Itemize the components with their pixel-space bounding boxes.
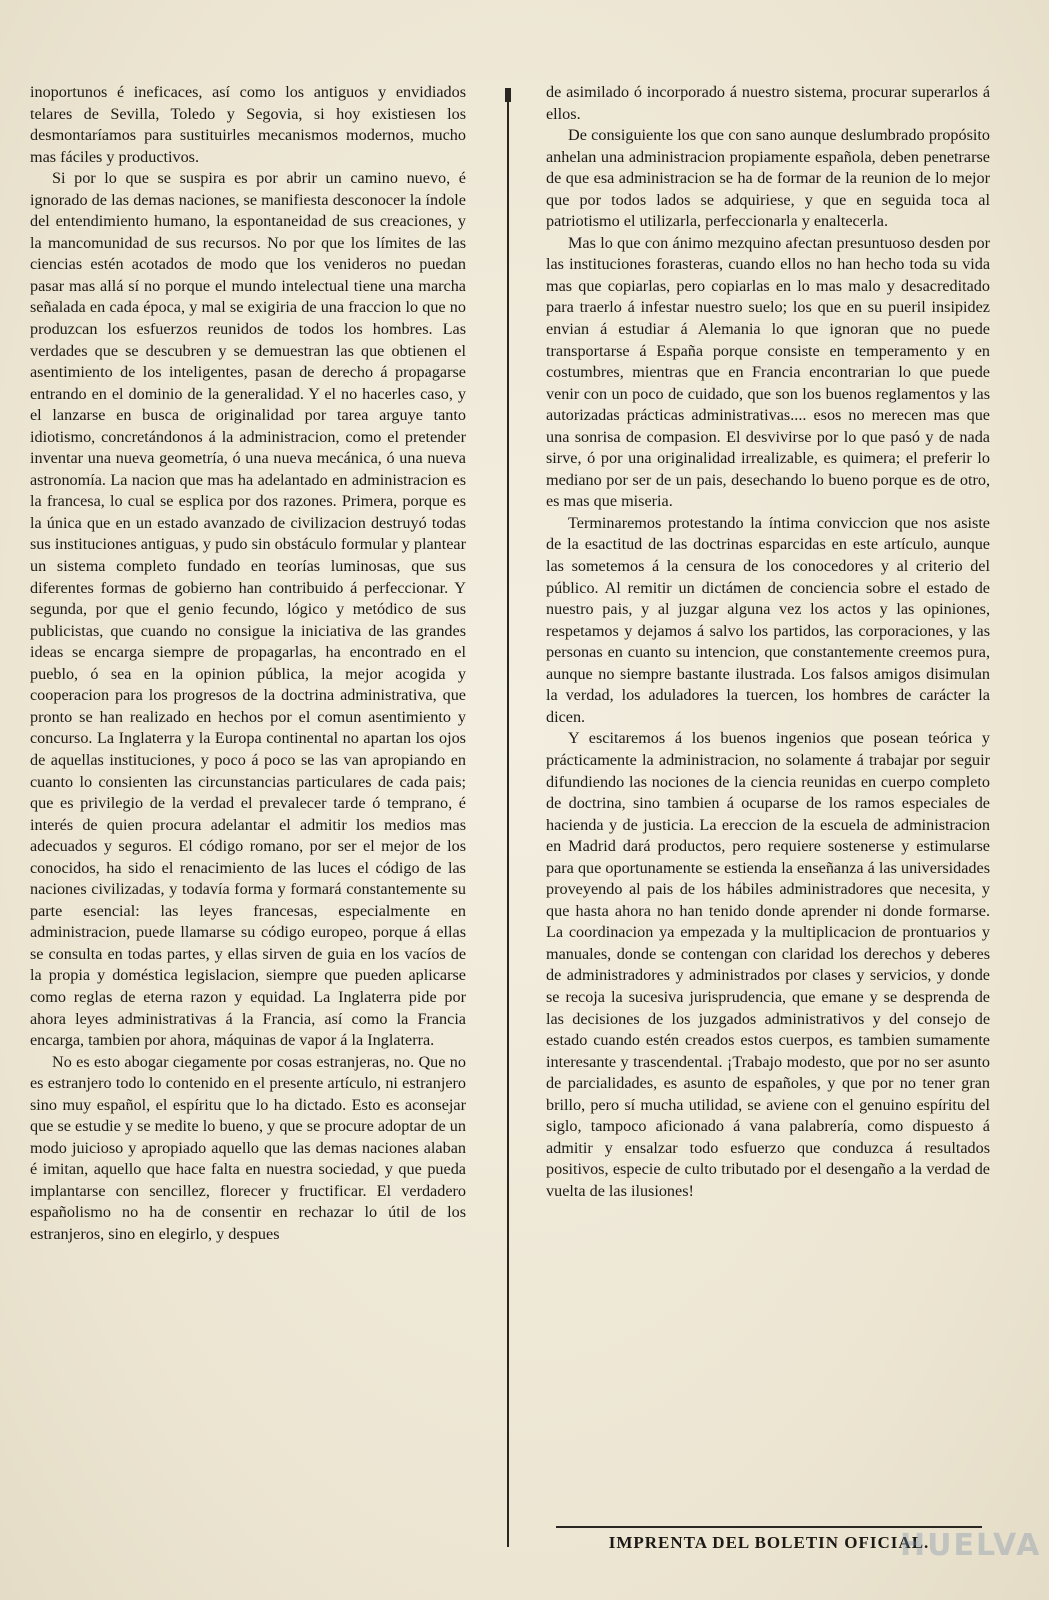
- right-column: [546, 82, 990, 1202]
- paragraph: De consiguiente los que con sano aunque deslumbrado propósito anhelan una administracion propiamente española, deben penetrarse de que esa administracion se ha de formar de la reunion de lo mejor que por todos lados se adquiriese, y que en seguida toca al patriotismo el utilizarla, perfeccionarla y enaltecerla.: [546, 126, 990, 231]
- column-divider: [507, 92, 509, 1547]
- imprint-line: IMPRENTA DEL BOLETIN OFICIAL.: [608, 1533, 930, 1552]
- paragraph: No es esto abogar ciegamente por cosas estranjeras, no. Que no es estranjero todo lo contenido en el presente artículo, ni estranjero sino muy español, el espíritu que lo ha dictado. Esto es aconsejar que se estudie y se medite lo bueno, y que se procure adoptar de un modo juicioso y apropiado aquello que las demas naciones alaban é imitan, aquello que hace falta en nuestra sociedad, y que pueda implantarse con sencillez, florecer y fructificar. El verdadero españolismo no ha de consentir en rechazar lo útil de los estranjeros, sino en elegirlo, y despues: [30, 1052, 466, 1243]
- paragraph: Y escitaremos á los buenos ingenios que posean teórica y prácticamente la administracion, no solamente á trabajar por seguir difundiendo las nociones de la ciencia reunidas en cuerpo completo de doctrina, sino tambien á ocuparse de los ramos especiales de hacienda y de justicia. La ereccion de la escuela de administracion en Madrid dará productos, pero requiere sostenerse y estimularse para que oportunamente se estienda la enseñanza á las universidades proveyendo al pais de los hábiles administradores que necesita, y que hasta ahora no han tenido donde aprender ni donde formarse. La coordinacion ya empezada y la multiplicacion de prontuarios y manuales, donde se contengan con claridad los derechos y deberes de administradores y administrados por clases y servicios, y donde se recoja la sucesiva jurisprudencia, que emane y se desprenda de las decisiones de los juzgados administrativos y del consejo de estado cuando estén creados estos cuerpos, es tambien sumamente interesante y trascendental. ¡Trabajo modesto, que por no ser asunto de parcialidades, es asunto de españoles, y que por no tener gran brillo, pero sí mucha utilidad, se aviene con el genuino espíritu del siglo, tampoco aficionado á vana palabrería, como dispuesto á admitir y ensalzar todo esfuerzo que conduzca á resultados positivos, especie de culto tributado por el desengaño a la verdad de vuelta de las ilusiones!: [546, 729, 990, 1200]
- left-column: [30, 82, 466, 1246]
- paragraph: Terminaremos protestando la íntima conviccion que nos asiste de la esactitud de las doctrinas esparcidas en este artículo, aunque las sometemos á la censura de los conocedores y al criterio del público. Al remitir un dictámen de conciencia sobre el estado de nuestro pais, y al juzgar alguna vez los actos y las opiniones, respetamos y dejamos á salvo los partidos, las corporaciones, y las personas en cuanto su intencion, que constantemente creemos pura, aunque no siempre bastante ilustrada. Los falsos amigos disimulan la verdad, los aduladores la tuercen, los hombres de carácter la dicen.: [546, 513, 990, 726]
- paragraph: Mas lo que con ánimo mezquino afectan presuntuoso desden por las instituciones forasteras, cuando ellos no han hecho toda su vida mas que copiarlas, pero copiarlas en lo mas malo y desacreditado para traerlo á infestar nuestro suelo; los que en su pueril insipidez envian á estudiar á Alemania lo que ignoran que no puede transportarse á España porque consiste en temperamento y en costumbres, mientras que en Francia encontrarian lo que puede venir con un poco de cuidado, que son los buenos reglamentos y las autorizadas prácticas administrativas.... esos no merecen mas que una sonrisa de compasion. El desvivirse por lo que pasó y de nada sirve, ó por una originalidad irrealizable, es quimera; el preferir lo mediano por ser de un pais, desechando lo bueno porque es de otro, es mas que miseria.: [546, 233, 990, 511]
- paragraph: inoportunos é ineficaces, así como los antiguos y envidiados telares de Sevilla, Toledo y Segovia, si hoy existiesen los desmontaríamos para sustituirles mecanismos modernos, mucho mas fáciles y productivos.: [30, 83, 466, 166]
- paragraph: Si por lo que se suspira es por abrir un camino nuevo, é ignorado de las demas naciones, se manifiesta desconocer la índole del entendimiento humano, la espontaneidad de sus creaciones, y la mancomunidad de sus recursos. No por que los límites de las ciencias estén acotados de modo que los venideros no puedan pasar mas allá sí no porque el mundo intelectual tiene una marcha señalada en cada época, y mal se exigiria de una fraccion lo que no produzcan los esfuerzos reunidos de todos los hombres. Las verdades que se descubren y se demuestran las que obtienen el asentimiento de los inteligentes, pasan de derecho á propagarse entrando en el dominio de la generalidad. Y el no hacerles caso, y el lanzarse en busca de originalidad por tarea arguye tanto idiotismo, concretándonos á la administracion, como el pretender inventar una nueva geometría, ó una nueva mecánica, ó una nueva astronomía. La nacion que mas ha adelantado en administracion es la francesa, lo cual se esplica por dos razones. Primera, porque es la única que en un estado avanzado de civilizacion destruyó todas sus instituciones antiguas, y pudo sin obstáculo formular y plantear un sistema completo fundado en teorías luminosas, que sus diferentes formas de gobierno han contribuido á perfeccionar. Y segunda, por que el genio fecundo, lógico y metódico de sus publicistas, que cuando no consigue la iniciativa de las grandes ideas se encarga siempre de propagarlas, ha encontrado en el pueblo, ó sea en la opinion pública, la mejor acogida y cooperacion para los progresos de la doctrina administrativa, que pronto se han realizado en hechos por el comun asentimiento y concurso. La Inglaterra y la Europa continental no apartan los ojos de aquellas instituciones, y poco á poco se las van apropiando en cuanto lo consienten las circunstancias particulares de cada pais; que es privilegio de la verdad el prevalecer tarde ó temprano, é interés de quien procura adelantar el admitir los medios mas adecuados y seguros. El código romano, por ser el mejor de los conocidos, ha sido el renacimiento de las luces el código de las naciones civilizadas, y todavía forma y formará constantemente su parte esencial: las leyes francesas, especialmente en administracion, puede llamarse su código europeo, porque á ellas se consulta en todas partes, y ellas sirven de guia en los vacíos de la propia y doméstica legislacion, siempre que pueden aplicarse como reglas de eterna razon y equidad. La Inglaterra pide por ahora leyes administrativas á la Francia, así como la Francia encarga, tambien por ahora, máquinas de vapor á la Inglaterra.: [30, 169, 466, 1050]
- archive-watermark: HUELVA: [900, 1528, 1042, 1563]
- paragraph: de asimilado ó incorporado á nuestro sistema, procurar superarlos á ellos.: [546, 83, 990, 123]
